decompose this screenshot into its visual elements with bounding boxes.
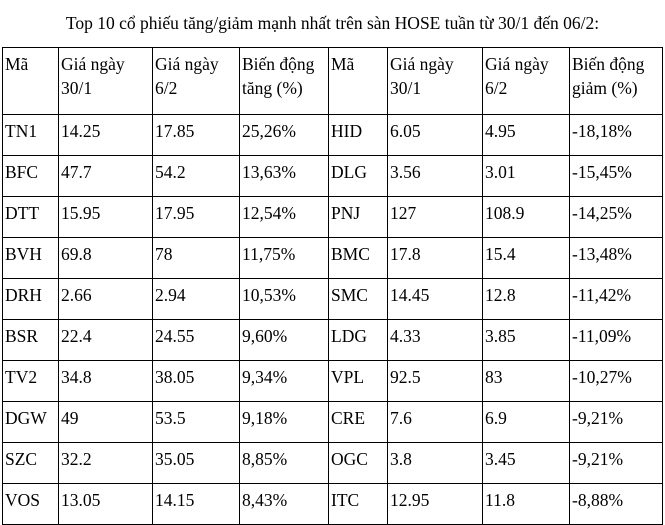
cell-price-6-2: 12.8 xyxy=(483,279,570,320)
cell-price-30-1: 127 xyxy=(388,197,483,238)
cell-code: DTT xyxy=(3,197,59,238)
cell-code: ITC xyxy=(329,484,388,525)
cell-price-30-1: 3.8 xyxy=(388,443,483,484)
cell-price-6-2: 14.15 xyxy=(153,484,240,525)
cell-price-30-1: 22.4 xyxy=(59,320,153,361)
cell-price-30-1: 47.7 xyxy=(59,156,153,197)
stock-table xyxy=(2,47,663,525)
cell-change-down: -11,42% xyxy=(570,279,663,320)
cell-change-down: -13,48% xyxy=(570,238,663,279)
cell-change-up: 13,63% xyxy=(240,156,329,197)
header-price-6-2-down: Giá ngày 6/2 xyxy=(483,48,570,115)
cell-price-30-1: 3.56 xyxy=(388,156,483,197)
cell-change-down: -14,25% xyxy=(570,197,663,238)
cell-price-6-2: 35.05 xyxy=(153,443,240,484)
cell-change-up: 11,75% xyxy=(240,238,329,279)
cell-price-6-2: 15.4 xyxy=(483,238,570,279)
cell-code: DRH xyxy=(3,279,59,320)
cell-change-up: 8,43% xyxy=(240,484,329,525)
cell-code: PNJ xyxy=(329,197,388,238)
cell-change-up: 8,85% xyxy=(240,443,329,484)
cell-code: CRE xyxy=(329,402,388,443)
cell-change-down: -8,88% xyxy=(570,484,663,525)
cell-price-30-1: 92.5 xyxy=(388,361,483,402)
table-row xyxy=(3,115,663,156)
cell-price-30-1: 17.8 xyxy=(388,238,483,279)
cell-change-up: 25,26% xyxy=(240,115,329,156)
cell-code: BMC xyxy=(329,238,388,279)
cell-price-6-2: 78 xyxy=(153,238,240,279)
cell-change-up: 9,60% xyxy=(240,320,329,361)
cell-price-30-1: 34.8 xyxy=(59,361,153,402)
table-row xyxy=(3,320,663,361)
table-row xyxy=(3,279,663,320)
cell-change-down: -11,09% xyxy=(570,320,663,361)
cell-price-30-1: 2.66 xyxy=(59,279,153,320)
cell-price-30-1: 13.05 xyxy=(59,484,153,525)
table-row xyxy=(3,238,663,279)
cell-price-6-2: 3.01 xyxy=(483,156,570,197)
cell-price-6-2: 54.2 xyxy=(153,156,240,197)
cell-price-30-1: 6.05 xyxy=(388,115,483,156)
header-code-down: Mã xyxy=(329,48,388,115)
cell-price-6-2: 6.9 xyxy=(483,402,570,443)
header-change-up: Biến động tăng (%) xyxy=(240,48,329,115)
table-row xyxy=(3,402,663,443)
cell-price-6-2: 3.85 xyxy=(483,320,570,361)
cell-code: BVH xyxy=(3,238,59,279)
cell-change-down: -10,27% xyxy=(570,361,663,402)
cell-price-30-1: 15.95 xyxy=(59,197,153,238)
cell-code: VPL xyxy=(329,361,388,402)
header-price-30-1-up: Giá ngày 30/1 xyxy=(59,48,153,115)
cell-price-30-1: 49 xyxy=(59,402,153,443)
cell-code: HID xyxy=(329,115,388,156)
cell-change-down: -9,21% xyxy=(570,443,663,484)
header-price-6-2-up: Giá ngày 6/2 xyxy=(153,48,240,115)
cell-code: VOS xyxy=(3,484,59,525)
cell-change-down: -15,45% xyxy=(570,156,663,197)
cell-code: DLG xyxy=(329,156,388,197)
cell-change-up: 12,54% xyxy=(240,197,329,238)
cell-change-down: -9,21% xyxy=(570,402,663,443)
table-header-row xyxy=(3,48,663,115)
cell-price-6-2: 24.55 xyxy=(153,320,240,361)
cell-code: TV2 xyxy=(3,361,59,402)
cell-price-6-2: 17.85 xyxy=(153,115,240,156)
cell-price-6-2: 2.94 xyxy=(153,279,240,320)
cell-price-30-1: 32.2 xyxy=(59,443,153,484)
cell-price-30-1: 14.45 xyxy=(388,279,483,320)
table-row xyxy=(3,197,663,238)
table-row xyxy=(3,484,663,525)
cell-code: SZC xyxy=(3,443,59,484)
header-change-down: Biến động giảm (%) xyxy=(570,48,663,115)
cell-code: LDG xyxy=(329,320,388,361)
header-price-30-1-down: Giá ngày 30/1 xyxy=(388,48,483,115)
table-caption: Top 10 cổ phiếu tăng/giảm mạnh nhất trên sàn HOSE tuần từ 30/1 đến 06/2: xyxy=(65,13,600,33)
table-row xyxy=(3,361,663,402)
cell-price-6-2: 38.05 xyxy=(153,361,240,402)
header-code-up: Mã xyxy=(3,48,59,115)
cell-price-6-2: 11.8 xyxy=(483,484,570,525)
cell-price-30-1: 69.8 xyxy=(59,238,153,279)
cell-code: TN1 xyxy=(3,115,59,156)
cell-change-up: 10,53% xyxy=(240,279,329,320)
cell-price-30-1: 7.6 xyxy=(388,402,483,443)
cell-price-6-2: 108.9 xyxy=(483,197,570,238)
table-row xyxy=(3,443,663,484)
cell-change-up: 9,34% xyxy=(240,361,329,402)
cell-price-6-2: 3.45 xyxy=(483,443,570,484)
cell-price-6-2: 53.5 xyxy=(153,402,240,443)
cell-code: BFC xyxy=(3,156,59,197)
cell-price-30-1: 12.95 xyxy=(388,484,483,525)
cell-change-up: 9,18% xyxy=(240,402,329,443)
cell-code: SMC xyxy=(329,279,388,320)
table-row xyxy=(3,156,663,197)
cell-code: OGC xyxy=(329,443,388,484)
cell-price-6-2: 83 xyxy=(483,361,570,402)
cell-change-down: -18,18% xyxy=(570,115,663,156)
cell-code: BSR xyxy=(3,320,59,361)
cell-price-6-2: 17.95 xyxy=(153,197,240,238)
cell-code: DGW xyxy=(3,402,59,443)
cell-price-6-2: 4.95 xyxy=(483,115,570,156)
cell-price-30-1: 14.25 xyxy=(59,115,153,156)
cell-price-30-1: 4.33 xyxy=(388,320,483,361)
